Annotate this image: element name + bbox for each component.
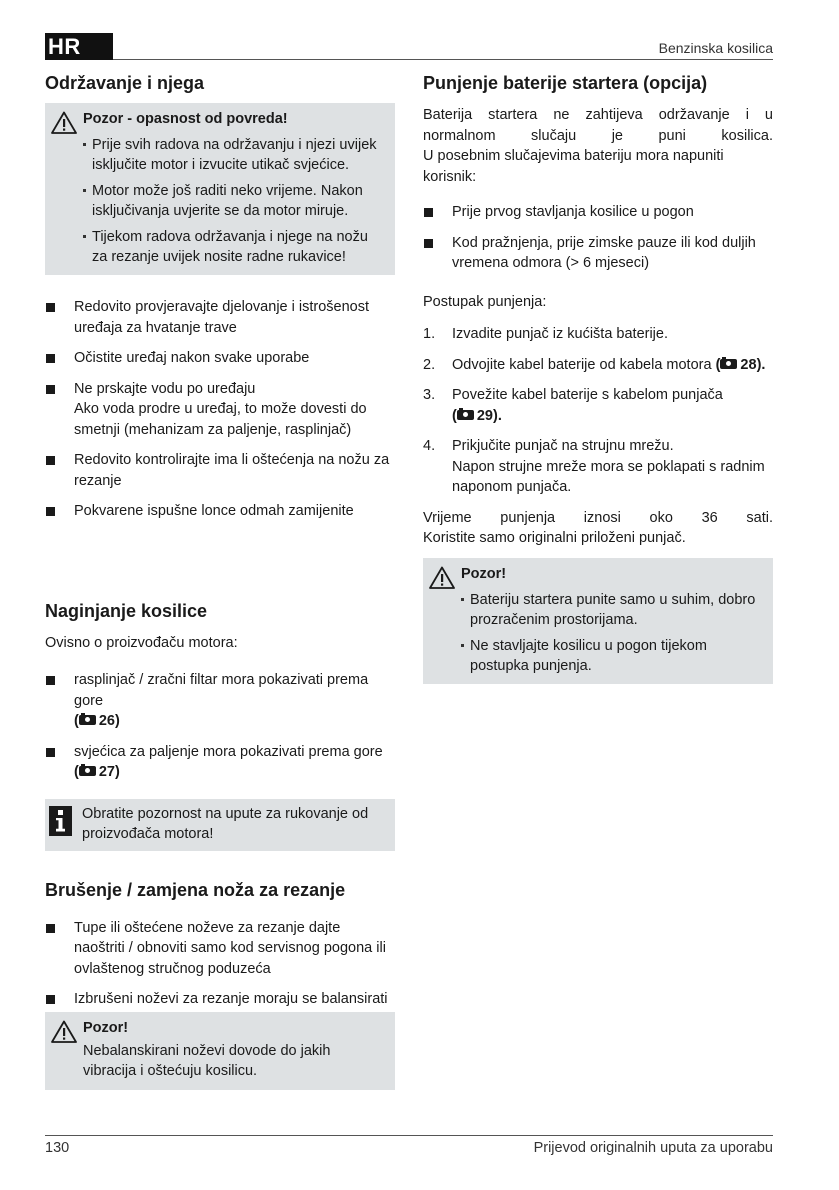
list-item: Pokvarene ispušne lonce odmah zamijenite (45, 501, 395, 522)
footer-rule (45, 1135, 773, 1136)
warning-item: Bateriju startera punite samo u suhim, dobro prozračenim prostorijama. (461, 590, 763, 630)
square-bullet-icon (424, 208, 433, 217)
list-item: Izbrušeni noževi za rezanje moraju se balansirati (45, 989, 395, 1010)
sharpening-heading: Brušenje / zamjena noža za rezanje (45, 879, 346, 900)
footer-title: Prijevod originalnih uputa za uporabu (533, 1140, 773, 1156)
sharpening-warning-box (45, 1012, 395, 1090)
square-bullet-icon (46, 748, 55, 757)
camera-icon (720, 359, 737, 369)
warning-item: Tijekom radova održavanja i njege na nožu za rezanje uvijek nosite radne rukavice! (83, 227, 385, 267)
square-bullet-icon (46, 354, 55, 363)
sharpening-list (45, 918, 395, 1010)
warning-triangle-icon (51, 111, 77, 134)
step-item: 2. Odvojite kabel baterije od kabela motora ( 28). (423, 356, 766, 373)
square-bullet-icon (46, 924, 55, 933)
maintenance-warning-title: Pozor - opasnost od povreda! (83, 111, 288, 127)
battery-warning-box (423, 558, 773, 684)
step-item: 1. Izvadite punjač iz kućišta baterije. (423, 326, 668, 342)
camera-icon (79, 715, 96, 725)
battery-intro-2: U posebnim slučajevima bateriju mora napuniti korisnik: (423, 148, 724, 185)
square-bullet-icon (46, 507, 55, 516)
warning-item: Ne stavljajte kosilicu u pogon tijekom postupka punjenja. (461, 636, 763, 676)
list-item: svjećica za paljenje mora pokazivati prema gore ( 27) (45, 742, 395, 783)
sharpening-warning-text: Nebalanskirani noževi dovode do jakih vibracija i oštećuju kosilicu. (83, 1042, 331, 1079)
battery-warning-title: Pozor! (461, 565, 507, 582)
list-item: rasplinjač / zračni filtar mora pokazivati prema gore ( 26) (45, 670, 395, 732)
battery-list (423, 202, 773, 274)
list-item: Redovito provjeravajte djelovanje i istrošenost uređaja za hvatanje trave (45, 297, 395, 338)
square-bullet-icon (46, 995, 55, 1004)
maintenance-warning-box (45, 103, 395, 275)
warning-triangle-icon (51, 1020, 77, 1043)
header-title: Benzinska kosilica (658, 40, 773, 56)
page-number: 130 (45, 1140, 70, 1156)
tilting-heading: Naginjanje kosilice (45, 600, 208, 621)
battery-heading: Punjenje baterije startera (opcija) (423, 73, 708, 93)
header-rule (113, 59, 773, 60)
square-bullet-icon (46, 456, 55, 465)
right-column (423, 70, 773, 684)
charging-duration: Vrijeme punjenja iznosi oko 36 sati. (423, 509, 773, 526)
tilting-intro: Ovisno o proizvođaču motora: (45, 634, 238, 651)
step-item: 3. Povežite kabel baterije s kabelom punjača ( 29). (423, 387, 723, 424)
tilting-list (45, 670, 395, 783)
language-badge: HR (45, 33, 113, 60)
camera-icon (457, 410, 474, 420)
battery-intro: Baterija startera ne zahtijeva održavanje i u normalnom slučaju je puni kosilica. (423, 107, 773, 144)
procedure-steps (423, 324, 773, 498)
procedure-label: Postupak punjenja: (423, 293, 547, 310)
maintenance-list (45, 297, 395, 522)
list-item: Kod pražnjenja, prije zimske pauze ili kod duljih vremena odmora (> 6 mjeseci) (423, 233, 773, 274)
list-item: Redovito kontrolirajte ima li oštećenja na nožu za rezanje (45, 450, 395, 491)
info-box (45, 799, 395, 851)
list-item: Prije prvog stavljanja kosilice u pogon (423, 202, 773, 223)
list-item: Ne prskajte vodu po uređaju Ako voda prodre u uređaj, to može dovesti do smetnji (mehanizam za paljenje, rasplinjač) (45, 379, 395, 441)
warning-triangle-icon (429, 566, 455, 589)
camera-icon (79, 766, 96, 776)
step-item: 4. Prikjučite punjač na strujnu mrežu. Napon strujne mreže mora se poklapati s radnim naponom punjača. (423, 438, 765, 495)
square-bullet-icon (424, 239, 433, 248)
info-text: Obratite pozornost na upute za rukovanje od proizvođača motora! (82, 805, 369, 842)
square-bullet-icon (46, 676, 55, 685)
list-item: Tupe ili oštećene noževe za rezanje dajte naoštriti / obnoviti samo kod servisnog pogona ili ovlaštenog stručnog poduzeća (45, 918, 395, 980)
charger-note: Koristite samo originalni priloženi punjač. (423, 530, 686, 546)
warning-item: Motor može još raditi neko vrijeme. Nakon isključivanja uvjerite se da motor miruje. (83, 181, 385, 221)
sharpening-warning-title: Pozor! (83, 1019, 129, 1036)
warning-item: Prije svih radova na održavanju i njezi uvijek isključite motor i izvucite utikač svjećice. (83, 135, 385, 175)
info-icon (49, 806, 72, 836)
left-column (45, 70, 395, 1090)
square-bullet-icon (46, 303, 55, 312)
list-item: Očistite uređaj nakon svake uporabe (45, 348, 395, 369)
maintenance-heading: Održavanje i njega (45, 73, 205, 93)
square-bullet-icon (46, 385, 55, 394)
